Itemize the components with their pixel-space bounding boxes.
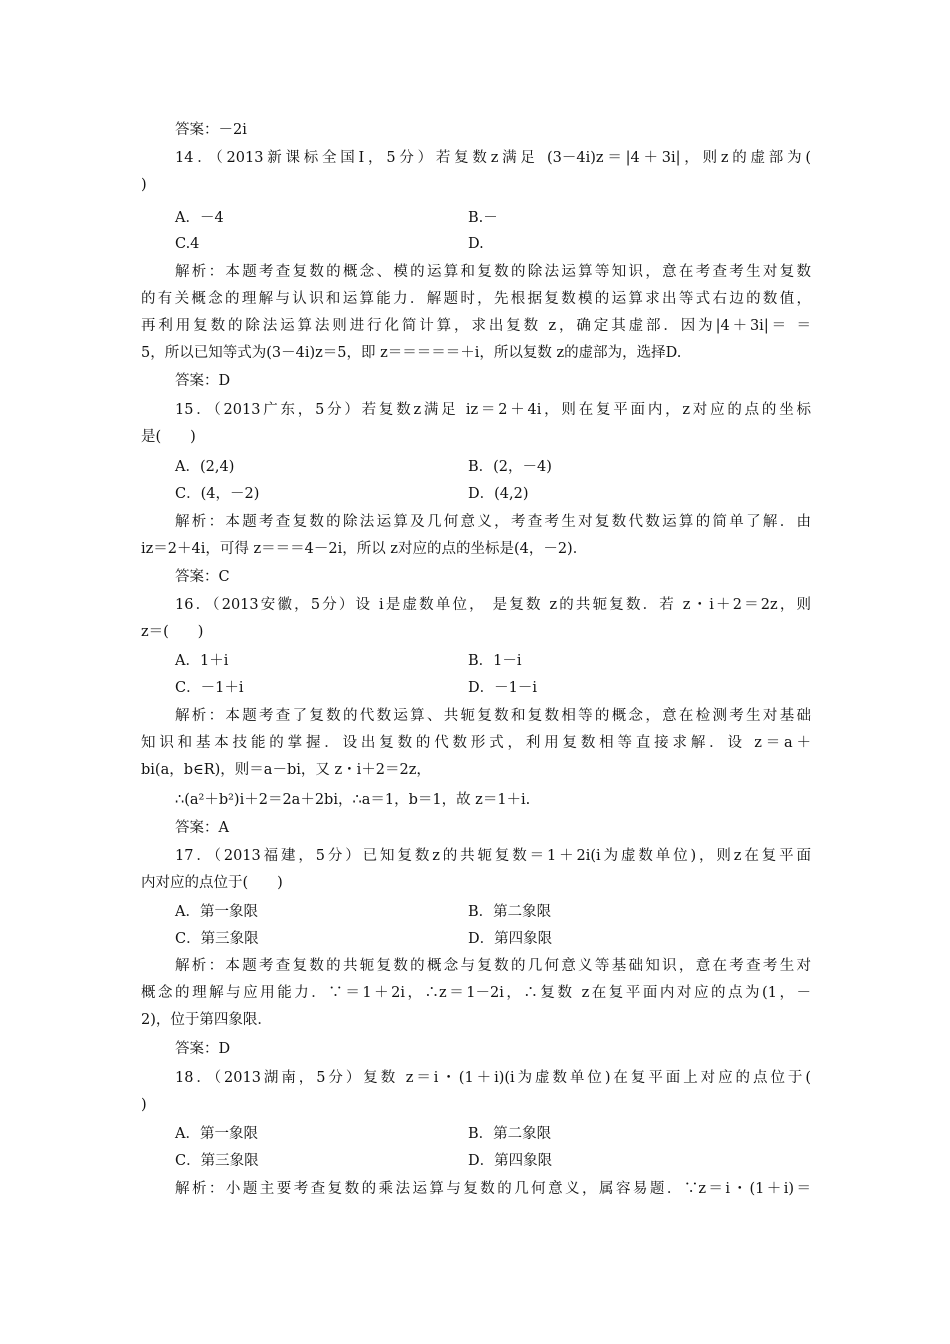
option-a: A．(2,4) xyxy=(175,459,235,475)
option-d: D．第四象限 xyxy=(468,1153,553,1169)
option-a: A．第一象限 xyxy=(175,904,258,920)
question-18-stem-cont: ) xyxy=(141,1097,147,1113)
question-14-stem-cont: ) xyxy=(141,177,147,193)
option-b: B.－ xyxy=(468,210,498,226)
option-b: B．(2，－4) xyxy=(468,459,552,475)
explanation-line: 5，所以已知等式为(3－4i)z＝5，即 z＝＝＝＝＝＋i，所以复数 z的虚部为，选择D. xyxy=(141,345,682,361)
question-17-stem-cont: 内对应的点位于( ) xyxy=(141,875,283,891)
option-b: B．第二象限 xyxy=(468,1126,552,1142)
explanation-line: 2)，位于第四象限． xyxy=(141,1012,272,1028)
option-c: C．第三象限 xyxy=(175,931,259,947)
option-b: B．第二象限 xyxy=(468,904,552,920)
option-a: A．－4 xyxy=(175,210,224,226)
explanation-line: 概念的理解与应用能力．∵＝1＋2i，∴z＝1－2i，∴复数 z在复平面内对应的点为(1，－ xyxy=(141,985,811,1001)
explanation-line: 解析：小题主要考查复数的乘法运算与复数的几何意义，属容易题．∵z＝i・(1＋i)＝ xyxy=(175,1181,811,1197)
option-c: C．第三象限 xyxy=(175,1153,259,1169)
option-d: D．第四象限 xyxy=(468,931,553,947)
explanation-line: 知识和基本技能的掌握．设出复数的代数形式，利用复数相等直接求解．设 z＝a＋ xyxy=(141,735,811,751)
question-16-stem: 16．（2013安徽，5分）设 i是虚数单位， 是复数 z的共轭复数．若 z・i＋2＝2z，则 xyxy=(175,597,811,613)
answer-line: 答案：C xyxy=(175,569,230,585)
answer-line: 答案：A xyxy=(175,820,229,836)
answer-line: 答案：－2i xyxy=(175,122,247,138)
question-18-stem: 18．（2013湖南，5分）复数 z＝i・(1＋i)(i为虚数单位)在复平面上对应的点位于( xyxy=(175,1070,811,1086)
explanation-line: ∴(a²＋b²)i＋2＝2a＋2bi，∴a＝1，b＝1，故 z＝1＋i. xyxy=(175,792,531,808)
option-d: D．(4,2) xyxy=(468,486,529,502)
explanation-line: bi(a，b∈R)，则＝a－bi，又 z・i＋2＝2z， xyxy=(141,762,431,778)
explanation-line: 解析：本题考查复数的除法运算及几何意义，考查考生对复数代数运算的简单了解．由 xyxy=(175,514,811,530)
explanation-line: 解析：本题考查复数的概念、模的运算和复数的除法运算等知识，意在考查考生对复数 xyxy=(175,264,811,280)
question-14-stem: 14．（2013新课标全国Ⅰ，5分）若复数z满足 (3－4i)z＝|4＋3i|，则z的虚部为( xyxy=(175,150,811,166)
question-15-stem: 15．（2013广东，5分）若复数z满足 iz＝2＋4i，则在复平面内，z对应的点的坐标 xyxy=(175,402,811,418)
answer-line: 答案：D xyxy=(175,373,231,389)
explanation-line: 再利用复数的除法运算法则进行化简计算，求出复数 z，确定其虚部．因为|4＋3i|＝ ＝ xyxy=(141,318,811,334)
explanation-line: 解析：本题考查了复数的代数运算、共轭复数和复数相等的概念，意在检测考生对基础 xyxy=(175,708,811,724)
question-16-stem-cont: z＝( ) xyxy=(141,624,204,640)
option-c: C．(4，－2) xyxy=(175,486,260,502)
option-d: D. xyxy=(468,236,484,252)
option-b: B．1－i xyxy=(468,653,522,669)
option-c: C.4 xyxy=(175,236,200,252)
option-d: D．－1－i xyxy=(468,680,537,696)
option-a: A．1＋i xyxy=(175,653,229,669)
option-c: C．－1＋i xyxy=(175,680,244,696)
explanation-line: 的有关概念的理解与认识和运算能力．解题时，先根据复数模的运算求出等式右边的数值， xyxy=(141,291,811,307)
question-17-stem: 17．（2013福建，5分）已知复数z的共轭复数＝1＋2i(i为虚数单位)，则z在复平面 xyxy=(175,848,811,864)
answer-line: 答案：D xyxy=(175,1041,231,1057)
explanation-line: iz＝2＋4i，可得 z＝＝＝4－2i，所以 z对应的点的坐标是(4，－2)． xyxy=(141,541,588,557)
explanation-line: 解析：本题考查复数的共轭复数的概念与复数的几何意义等基础知识，意在考查考生对 xyxy=(175,958,811,974)
option-a: A．第一象限 xyxy=(175,1126,258,1142)
question-15-stem-cont: 是( ) xyxy=(141,429,196,445)
